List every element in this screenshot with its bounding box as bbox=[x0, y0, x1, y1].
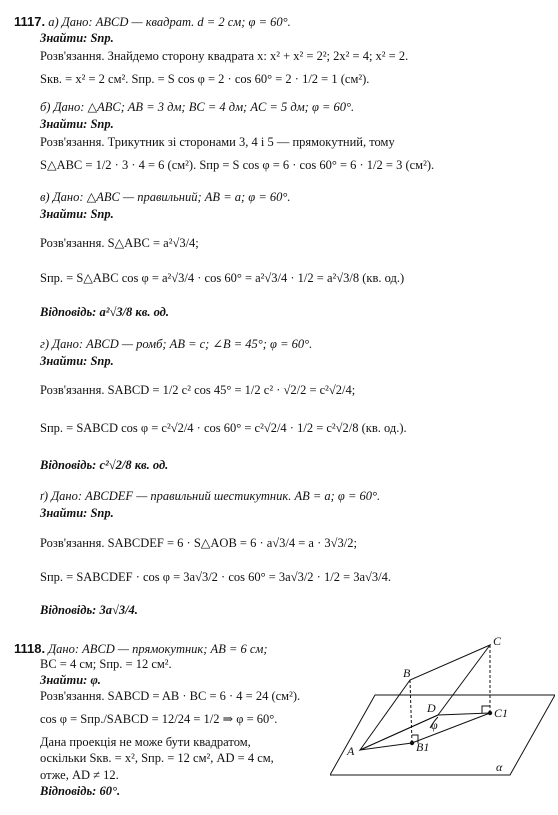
problem-number-1117: 1117. bbox=[14, 14, 46, 29]
perpendicular-bb1 bbox=[410, 680, 412, 743]
problem-1118-note-3: отже, AD ≠ 12. bbox=[40, 768, 119, 782]
problem-1118-given-2: BC = 4 см; Sпр. = 12 см². bbox=[40, 657, 172, 671]
problem-1117-a-find: Знайти: Sпр. bbox=[40, 31, 114, 45]
label-d: D bbox=[427, 701, 436, 715]
label-b: B bbox=[403, 666, 411, 680]
problem-1117-g-result: Sпр. = SABCD cos φ = c²√2/4 · cos 60° = c²√2/4 · 1/2 = c²√2/8 (кв. од.). bbox=[40, 421, 407, 435]
problem-number-1118: 1118. bbox=[14, 641, 46, 656]
problem-1118-note-1: Дана проекція не може бути квадратом, bbox=[40, 735, 251, 749]
problem-1117-v-solution: Розв'язання. S△ABC = a²√3/4; bbox=[40, 236, 199, 250]
problem-1117-b-given: б) Дано: △ABC; AB = 3 дм; BC = 4 дм; AC = 5 дм; φ = 60°. bbox=[40, 100, 355, 114]
projection-diagram bbox=[330, 635, 555, 805]
label-c: C bbox=[493, 635, 502, 648]
problem-1117-g-find: Знайти: Sпр. bbox=[40, 354, 114, 368]
problem-1117-v-given: в) Дано: △ABC — правильний; AB = a; φ = 60°. bbox=[40, 190, 291, 204]
problem-1118-note-2: оскільки Sкв. = x², Sпр. = 12 см², AD = 4 см, bbox=[40, 751, 274, 765]
problem-1117-v-result: Sпр. = S△ABC cos φ = a²√3/4 · cos 60° = a²√3/4 · 1/2 = a²√3/8 (кв. од.) bbox=[40, 271, 405, 285]
problem-1117-b-solution: Розв'язання. Трикутник зі сторонами 3, 4 і 5 — прямокутний, тому bbox=[40, 135, 395, 149]
problem-1118-answer: Відповідь: 60°. bbox=[40, 784, 121, 798]
problem-1117-v-answer: Відповідь: a²√3/8 кв. од. bbox=[40, 305, 170, 319]
plane-alpha bbox=[330, 695, 555, 775]
problem-1117-g-given: г) Дано: ABCD — ромб; AB = c; ∠B = 45°; φ = 60°. bbox=[40, 337, 313, 351]
problem-1117-v-find: Знайти: Sпр. bbox=[40, 207, 114, 221]
problem-1118-find: Знайти: φ. bbox=[40, 673, 101, 687]
rectangle-abcd bbox=[360, 645, 490, 750]
problem-1118-given: 1118. Дано: ABCD — прямокутник; AB = 6 см; bbox=[14, 641, 268, 656]
problem-1117-a-solution: Розв'язання. Знайдемо сторону квадрата x: x² + x² = 2²; 2x² = 4; x² = 2. bbox=[40, 49, 409, 63]
label-c1: C1 bbox=[494, 706, 509, 720]
problem-1117-g-answer: Відповідь: c²√2/8 кв. од. bbox=[40, 458, 169, 472]
point-c1 bbox=[488, 711, 492, 715]
problem-1118-solution: Розв'язання. SABCD = AB · BC = 6 · 4 = 24 (см²). bbox=[40, 689, 301, 703]
point-b1 bbox=[410, 741, 414, 745]
problem-1117-gg-solution: Розв'язання. SABCDEF = 6 · S△AOB = 6 · a√3/4 = a · 3√3/2; bbox=[40, 536, 357, 550]
problem-1117-a-result: Sкв. = x² = 2 см². Sпр. = S cos φ = 2 · cos 60° = 2 · 1/2 = 1 (см²). bbox=[40, 72, 370, 86]
label-a: A bbox=[347, 744, 355, 758]
label-phi: φ bbox=[431, 718, 438, 732]
problem-1117-gg-result: Sпр. = SABCDEF · cos φ = 3a√3/2 · cos 60° = 3a√3/2 · 1/2 = 3a√3/4. bbox=[40, 570, 392, 584]
problem-1117-a-given: 1117. а) Дано: ABCD — квадрат. d = 2 см; φ = 60°. bbox=[14, 14, 291, 29]
problem-1117-gg-answer: Відповідь: 3a√3/4. bbox=[40, 603, 138, 617]
problem-1118-cos: cos φ = Sпр./SABCD = 12/24 = 1/2 ⇒ φ = 60°. bbox=[40, 712, 278, 726]
problem-1117-g-solution: Розв'язання. SABCD = 1/2 c² cos 45° = 1/2 c² · √2/2 = c²√2/4; bbox=[40, 383, 356, 397]
label-alpha: α bbox=[496, 760, 503, 774]
label-b1: B1 bbox=[416, 740, 430, 754]
problem-1117-b-result: S△ABC = 1/2 · 3 · 4 = 6 (см²). Sпр = S cos φ = 6 · cos 60° = 6 · 1/2 = 3 (см²). bbox=[40, 158, 435, 172]
problem-1117-gg-given: ґ) Дано: ABCDEF — правильний шестикутник. AB = a; φ = 60°. bbox=[40, 489, 381, 503]
problem-1117-gg-find: Знайти: Sпр. bbox=[40, 506, 114, 520]
problem-1117-b-find: Знайти: Sпр. bbox=[40, 117, 114, 131]
